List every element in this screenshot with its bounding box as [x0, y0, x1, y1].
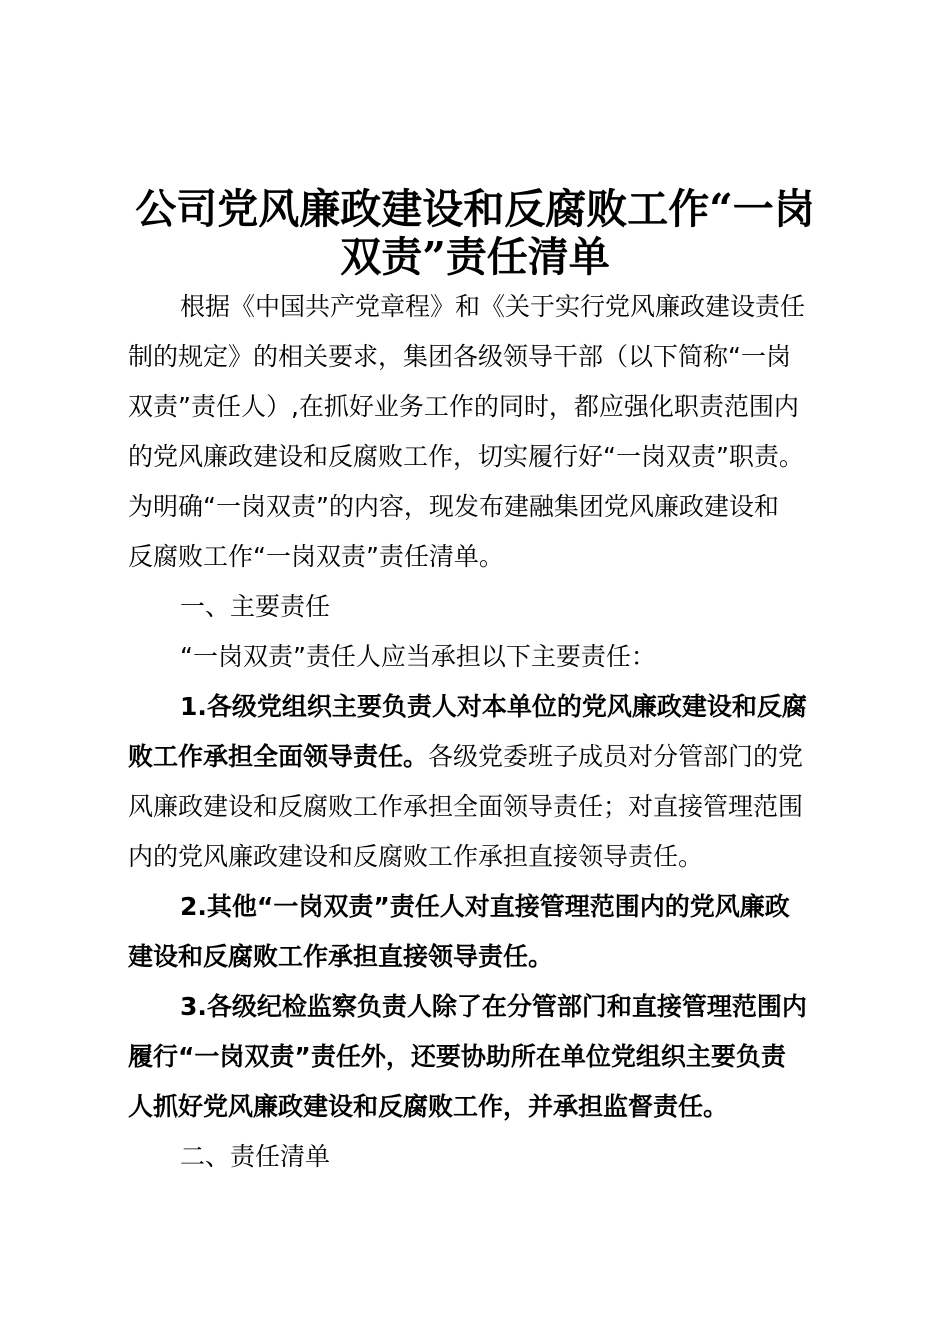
item-3-line: 人抓好党风廉政建设和反腐败工作，并承担监督责任。 — [128, 1092, 729, 1121]
item-3-line: 履行“一岗双责”责任外，还要协助所在单位党组织主要负责 — [128, 1042, 786, 1071]
intro-paragraph-line: 制的规定》的相关要求，集团各级领导干部（以下简称“一岗 — [128, 342, 791, 371]
item-3-line: 3.各级纪检监察负责人除了在分管部门和直接管理范围内 — [180, 992, 807, 1021]
section-1-heading: 一、主要责任 — [180, 592, 331, 621]
document-title-line-1: 公司党风廉政建设和反腐败工作“一岗 — [135, 185, 815, 233]
intro-paragraph-line: 为明确“一岗双责”的内容，现发布建融集团党风廉政建设和 — [128, 492, 779, 521]
intro-paragraph-line: 反腐败工作“一岗双责”责任清单。 — [128, 542, 504, 571]
item-2-line: 2.其他“一岗双责”责任人对直接管理范围内的党风廉政 — [180, 892, 790, 921]
intro-paragraph-line: 根据《中国共产党章程》和《关于实行党风廉政建设责任 — [180, 292, 806, 321]
section-1-lead: “一岗双责”责任人应当承担以下主要责任： — [180, 642, 656, 671]
intro-paragraph-line: 的党风廉政建设和反腐败工作，切实履行好“一岗双责”职责。 — [128, 442, 804, 471]
item-1-normal-text: 各级党委班子成员对分管部门的党 — [428, 742, 804, 771]
item-1-line — [128, 732, 838, 782]
section-2-heading: 二、责任清单 — [180, 1142, 331, 1171]
item-1-line: 内的党风廉政建设和反腐败工作承担直接领导责任。 — [128, 842, 704, 871]
item-1-line: 风廉政建设和反腐败工作承担全面领导责任；对直接管理范围 — [128, 792, 804, 821]
item-1-line: 1.各级党组织主要负责人对本单位的党风廉政建设和反腐 — [180, 692, 807, 721]
item-2-line: 建设和反腐败工作承担直接领导责任。 — [128, 942, 554, 971]
document-body — [128, 282, 838, 1182]
intro-paragraph-line: 双责”责任人）,在抓好业务工作的同时，都应强化职责范围内 — [128, 392, 799, 421]
item-1-bold-text: 败工作承担全面领导责任。 — [128, 742, 429, 771]
document-title-line-2: 双责”责任清单 — [340, 233, 610, 281]
